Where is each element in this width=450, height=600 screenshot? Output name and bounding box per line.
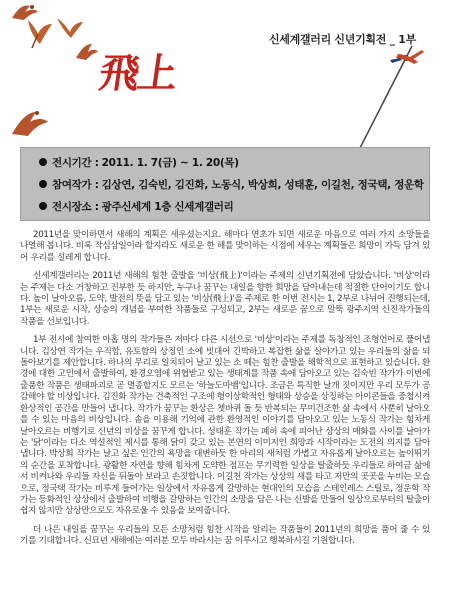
- info-label: 전시기간 :: [52, 156, 99, 169]
- paragraph: 신세계갤러리는 2011년 새해의 힘찬 출발을 '비상(飛上)'이라는 주제의 신년기획전에 담았습니다. '비상'이라는 주제는 다소 거창하고 진부한 듯 하지만, 누구나 꿈꾸는 내일을 향한 희망을 담아내는데 적절한 단어이기도 합니다. 높이 날아오름, 도약, 발전의 뜻을 담고 있는 '비상(飛上)'을 주제로 한 이번 전시는 1, 2부로 나뉘어 진행되는데, 1부는 새로운 시작, 상승의 개념을 부여한 작품들로 구성되고, 2부는 새로운 꿈으로 말뚝 광주지역 신진작가들의 작품을 선보입니다.: [20, 271, 430, 327]
- bird-icon: [24, 18, 54, 50]
- bullet-icon: [39, 202, 47, 210]
- info-value: 2011. 1. 7(금) ~ 1. 20(목): [101, 156, 239, 169]
- header: [0, 0, 450, 140]
- info-venue: [39, 195, 429, 217]
- paragraph: 2011년을 맞이하면서 새해의 계획은 세우셨는지요. 해마다 연초가 되면 새로운 마음으로 여러 가지 소망들을 나열해 봅니다. 비록 작심삼일이라 할지라도 새로운 한 해를 맞이하는 시점에 세우는 계획들은 희망이 가득 담겨 있어 우리를 설레게 합니다.: [20, 230, 430, 263]
- bird-icon: [10, 104, 50, 140]
- bird-icon: [55, 14, 85, 40]
- calligraphy-title: 飛上: [96, 50, 179, 97]
- bullet-icon: [39, 158, 47, 166]
- bird-icon: [74, 38, 100, 64]
- exhibition-title: 신세계갤러리 신년기획전 _ 1부: [268, 33, 416, 46]
- info-value: 김상연, 김숙빈, 김진화, 노동식, 박상희, 성태훈, 이길천, 정국택, 정운학: [101, 178, 424, 191]
- paragraph: 더 나은 내일을 꿈꾸는 우리들의 모든 소망처럼 힘찬 시작을 알리는 작품들이 2011년의 희망을 품어 줄 수 있기를 기대합니다. 신묘년 새해에는 여러분 모두 바라시는 꿈 이루시고 행복하시길 기원합니다.: [20, 524, 430, 547]
- paragraph: 1부 전시에 참여한 아홉 명의 작가들은 저마다 다른 시선으로 '비상'이라는 주제를 독창적인 조형언어로 풀어냅니다. 김상연 작가는 우직함, 유토함의 상징인 소에 빗대어 긴박하고 복잡한 삶을 살아가고 있는 우리들의 삶을 되돌아보기를 제안합니다. 하나의 무리로 일치되어 날고 있는 소 떼는 힘찬 출발을 해학적으로 표현하고 있습니다. 환경에 대한 고민에서 출발하여, 환경오염에 위협받고 있는 생태계를 작품 속에 담아오고 있는 김숙빈 작가가 이번에 출품한 작품은 생태파괴로 곧 멸종할지도 모르는 '하늘도마뱀'입니다. 조금은 특직한 날개 짓이지만 우리 모두가 공감해야 할 비상입니다. 김진화 작가는 건축적인 구조에 형이상학적인 형태와 상승을 상징하는 아이콘들을 중첩시켜 환상적인 공간을 만들어 냅니다. 작가가 꿈꾸는 환상은 쳇바퀴 돌 듯 반복되는 무미건조한 삶 속에서 사뿐히 날아오를 수 있는 마음의 비상입니다. 솜을 이용해 기억에 관한 환영적인 이야기를 담아오고 있는 노동식 작가는 힘차게 날아오르는 비행기로 신년의 비상을 꿈꾸게 합니다. 성태훈 작가는 폐허 속에 피어난 상상의 매화를 사이를 날아가는 '닭'이라는 다소 역설적인 제시를 통해 닭이 갖고 있는 본연의 이미지인 희망과 시작이라는 도전의 의지를 담아냅니다. 박상희 작가는 날고 싶은 인간의 욕망을 대변하듯 한 마리의 새처럼 가볍고 자유롭게 날아오르는 높이뛰기의 순간을 포착합니다. 광활한 자연을 향해 힘차게 도약한 점프는 무기력한 일상을 탈출하듯 우리들로 하여금 삶에서 비켜나와 우리들 자신을 뒤돌아 보라고 손짓합니다. 이길천 작가는 상상의 새를 타고 저만의 곳곳을 누비는 모습으로, 정국택 작가는 비루게 들어가는 일상에서 자유롭게 갈망하는 현대인의 모습을 스테인레스 스틸로, 정운학 작가는 등화적인 상상에서 출발하여 비행을 갈망하는 인간의 소망을 담은 나는 신발을 만들어 일상으로부터의 탈출이 쉽지 않지만 상상만으로도 자유로울 수 있음을 보여줍니다.: [20, 335, 430, 517]
- info-artists: [39, 173, 429, 195]
- info-period: [39, 151, 429, 173]
- article-body: [20, 230, 430, 555]
- info-label: 전시장소 :: [52, 200, 99, 213]
- pole-vaulter-icon: [350, 40, 430, 150]
- info-value: 광주신세계 1층 신세계갤러리: [101, 200, 234, 213]
- bullet-icon: [39, 180, 47, 188]
- info-box: [20, 147, 430, 221]
- info-label: 참여작가 :: [52, 178, 99, 191]
